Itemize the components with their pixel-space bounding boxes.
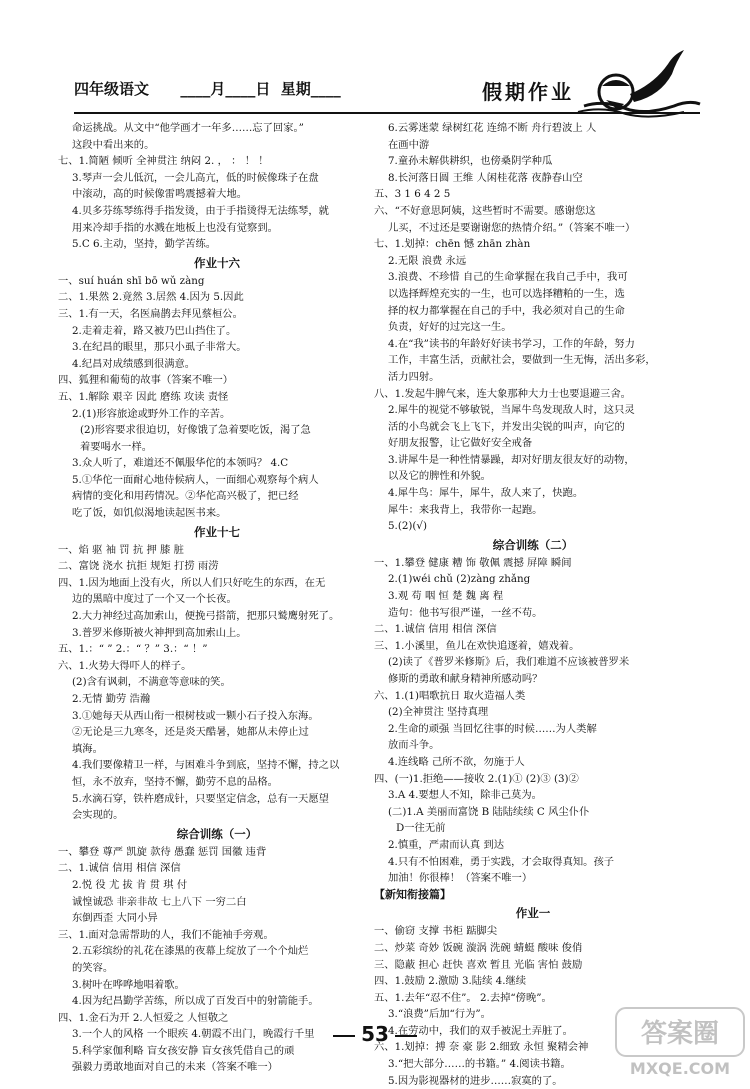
answer-line: 一、偷窃 支撑 书柜 踮脚尖: [374, 925, 498, 938]
answer-line: 8.长河落日圆 王维 人闲桂花落 夜静春山空: [388, 171, 583, 184]
answer-line: 3.浪费、不珍惜 自己的生命掌握在我自己手中，我可: [388, 271, 628, 284]
answer-line: 4.在“我”读书的年龄好好读书学习，工作的年龄，努力: [388, 337, 635, 350]
answer-line: 3.①她每天从西山衔一根树枝或一颗小石子投入东海。: [72, 709, 319, 722]
answer-line: 2.(1)形容旅途或野外工作的辛苦。: [72, 407, 231, 420]
answer-line: 一、suí huán shī bō wǔ zàng: [58, 274, 205, 287]
answer-line: 犀牛：来我背上，我带你一起跑。: [388, 503, 543, 516]
watermark-title: 答案圈: [640, 1019, 720, 1049]
answer-line: 3.在纪昌的眼里，那只小虱子非常大。: [72, 341, 247, 354]
answer-line: 3.普罗米修斯被火神押到高加索山上。: [72, 626, 247, 639]
section-heading: 作业十六: [194, 255, 240, 270]
answer-line: ②无论是三九寒冬，还是炎天酷暑，她都从未停止过: [72, 726, 309, 739]
answer-line: 4.贝多芬练琴练得手指发烫，由于手指烫得无法练琴，就: [72, 204, 329, 217]
page-number: 53: [361, 1022, 389, 1046]
watermark-url: MXQE.COM: [629, 1059, 731, 1078]
answer-line: 五、1.解除 艰辛 因此 磨练 攻读 责怪: [58, 390, 229, 403]
answer-line: 3.A 4.要想人不知，除非己莫为。: [388, 789, 542, 802]
answer-line: 5.①华佗一面耐心地侍候病人，一面细心观察每个病人: [72, 473, 319, 486]
answer-line: 3.“浪费”后加“行为”。: [388, 1008, 491, 1021]
site-watermark: [614, 1006, 746, 1080]
answer-line: 六、1.(1)唱歌抗日 取火造福人类: [374, 689, 526, 702]
answer-line: 6.云雾迷蒙 绿树红花 连绵不断 舟行碧波上 人: [388, 122, 597, 134]
answer-line: 边的黑暗中度过了一个又一个长夜。: [72, 593, 237, 606]
answer-line: 会实现的。: [72, 809, 124, 822]
answer-line: 诚惶诚恐 非亲非故 七上八下 一穷二白: [72, 895, 247, 908]
answer-line: (2)含有讽刺，不满意等意味的笑。: [72, 676, 231, 689]
section-tag: 【新知衔接篇】: [374, 887, 451, 901]
answer-line: 七、1.划掉：chēn 憾 zhān zhàn: [374, 238, 531, 251]
answer-line: (2)形容要求很迫切，好像饿了急着要吃饭，渴了急: [80, 424, 311, 437]
answer-line: 中滚动，高的时候像雷鸣震撼着大地。: [72, 188, 248, 201]
header-rule: [74, 112, 700, 114]
answer-line: 5.(2)(√): [388, 520, 428, 533]
answer-line: 活的小鸟就会飞上飞下，并发出尖锐的叫声，向它的: [388, 420, 625, 433]
answer-line: 5.科学家伽利略 盲女孩安静 盲女孩凭借自己的顽: [72, 1044, 295, 1057]
answer-line: 四、1.鼓励 2.激励 3.陆续 4.继续: [374, 975, 527, 988]
answer-line: 4.我们要像精卫一样，与困难斗争到底，坚持不懈，持之以: [72, 759, 340, 772]
answer-line: 放而斗争。: [388, 739, 440, 752]
answer-line: 4.犀牛鸟：犀牛，犀牛，敌人来了，快跑。: [388, 487, 584, 500]
answer-line: 4.连线略 己所不欲，勿施于人: [388, 755, 525, 768]
answer-line: 一、1.攀登 健康 糟 饰 敬佩 震撼 屏障 瞬间: [374, 556, 572, 569]
answer-line: 3.众人听了，难道还不佩服华佗的本领吗？ 4.C: [72, 457, 289, 470]
answer-line: 病情的变化和用药情况。②华佗高兴极了，把已经: [72, 490, 299, 503]
answer-line: 活力四射。: [388, 370, 440, 383]
answer-line: 2.五彩缤纷的礼花在漆黑的夜幕上绽放了一个个灿烂: [72, 945, 309, 958]
answer-line: 3.观 苟 咽 恒 楚 魏 离 程: [388, 590, 504, 603]
answer-line: 五、1.去年“忍不住”。 2.去掉“傍晚”。: [374, 991, 552, 1004]
answer-line: 三、1.有一天，名医扁鹊去拜见蔡桓公。: [58, 307, 243, 320]
answer-line: 五、1.：“ ” 2.：“ ？” 3.：“ ！”: [58, 643, 208, 656]
answer-line: 吃了饭，如饥似渴地读起医书来。: [72, 507, 227, 520]
answer-line: 儿买，不过还是要谢谢您的热情介绍。”（答案不唯一）: [388, 221, 636, 234]
answer-line: 2.走着走着，路又被乃巴山挡住了。: [72, 324, 237, 337]
answer-line: 的笑容。: [72, 961, 114, 974]
answer-line: 7.童孙未解供耕织，也傍桑阴学种瓜: [388, 155, 553, 168]
answer-line: 四、狐狸和葡萄的故事（答案不唯一）: [58, 374, 234, 387]
answer-line: 五、3 1 6 4 2 5: [374, 188, 451, 201]
answer-line: 强毅力勇敢地面对自己的未来（答案不唯一）: [72, 1061, 278, 1074]
header-brand-title: 假期作业: [482, 80, 574, 104]
answer-line: 二、富饶 浇水 抗拒 规矩 打捞 雨涝: [58, 560, 219, 573]
answer-line: 2.犀牛的视觉不够敏锐，当犀牛鸟发现敌人时，这只灵: [388, 404, 635, 417]
answer-line: 3.“把大部分……的书籍。” 4.阅读书籍。: [388, 1058, 571, 1071]
section-heading: 作业十七: [194, 524, 240, 539]
answer-line: 5.因为影视器材的进步……寂寞的了。: [388, 1074, 563, 1087]
left-answer-column: [58, 120, 376, 1076]
section-heading: 综合训练（一）: [176, 826, 258, 841]
answer-line: 以及它的脾性和外貌。: [388, 470, 491, 483]
answer-line: 用来冷却手指的水溅在地板上也没有觉察到。: [72, 221, 278, 234]
answer-line: 三、隐蔽 担心 赶快 喜欢 暂且 光临 害怕 鼓励: [374, 958, 583, 971]
answer-line: 4.因为纪昌勤学苦练，所以成了百发百中的射箭能手。: [72, 995, 319, 1008]
answer-line: 恒，永不放弃，坚持不懈，勤劳不息的品格。: [72, 775, 278, 788]
answer-line: 3.树叶在哗哗地唱着歌。: [72, 978, 185, 991]
answer-line: 4.纪昌对成绩感到很满意。: [72, 357, 196, 370]
answer-line: 4.只有不怕困难，勇于实践，才会取得真知。孩子: [388, 855, 615, 868]
answer-line: 造句：他书写很严谨，一丝不苟。: [388, 606, 543, 619]
answer-line: 在画中游: [388, 138, 430, 151]
answer-line: 2.大力神经过高加索山，便挽弓搭箭，把那只鹫鹰射死了。: [72, 610, 340, 623]
answer-line: 四、(一)1.拒绝——接收 2.(1)① (2)③ (3)②: [374, 772, 579, 785]
swimmer-logo-icon: [544, 40, 704, 120]
page-header: [74, 68, 694, 118]
answer-line: 工作，丰富生活，贡献社会，要做到一生无悔，活出多彩，: [388, 354, 656, 367]
answer-line: 以选择辉煌充实的一生，也可以选择糟粕的一生，选: [388, 287, 625, 300]
header-subject-date: 四年级语文 ____月____日 星期____: [74, 80, 341, 98]
answer-line: 5.C 6.主动，坚持，勤学苦练。: [72, 238, 217, 251]
answer-line: 择的权力都掌握在自己的手中，我必须对自己的生命: [388, 304, 625, 317]
right-answer-column: [374, 120, 692, 1089]
answer-line: 四、1.金石为开 2.人恒爱之 人恒敬之: [58, 1011, 229, 1024]
answer-line: (2)全神贯注 坚持真理: [388, 706, 489, 719]
answer-line: 2.悦 役 尤 拔 肯 贯 琪 付: [72, 878, 188, 891]
answer-line: 三、1.面对急需帮助的人，我们不能袖手旁观。: [58, 928, 274, 941]
answer-line: 3.讲犀牛是一种性情暴躁，却对好朋友很友好的动物，: [388, 453, 635, 466]
answer-line: 填海。: [72, 742, 103, 755]
answer-line: 二、1.果然 2.竟然 3.居然 4.因为 5.因此: [58, 291, 244, 304]
answer-line: 加油！你很棒！（答案不唯一）: [388, 872, 533, 885]
answer-line: 二、1.诚信 信用 相信 深信: [374, 623, 497, 636]
page-number-dash: [395, 1035, 417, 1037]
answer-line: 东倒西歪 大同小异: [72, 912, 158, 925]
answer-line: (二)1.A 美丽而富饶 B 陆陆续续 C 风尘仆仆: [388, 805, 590, 818]
answer-line: 2.慎重，严肃而认真 到达: [388, 838, 505, 851]
answer-line: 六、1.火势大得吓人的样子。: [58, 659, 192, 672]
answer-line: 2.无情 勤劳 浩瀚: [72, 693, 151, 705]
answer-line: 四、1.因为地面上没有火，所以人们只好吃生的东西，在无: [58, 576, 326, 589]
answer-line: 二、1.诚信 信用 相信 深信: [58, 862, 181, 875]
section-heading: 综合训练（二）: [492, 537, 574, 552]
answer-line: 4.在劳动中，我们的双手被泥土弄脏了。: [388, 1024, 573, 1037]
answer-line: D一往无前: [396, 822, 446, 835]
answer-line: 七、1.简陋 倾听 全神贯注 纳闷 2. ， ： ！ ！: [58, 155, 269, 168]
answer-line: 修斯的勇敢和献身精神所感动吗？: [388, 673, 543, 685]
answer-line: 5.水滴石穿，铁杵磨成针，只要坚定信念，总有一天愿望: [72, 792, 329, 805]
answer-line: 三、1.小溪里，鱼儿在欢快追逐着，嬉戏着。: [374, 639, 580, 652]
answer-line: 这段中看出来的。: [72, 138, 155, 151]
answer-line: 2.(1)wéi chǔ (2)zàng zhǎng: [388, 573, 531, 586]
answer-line: 命运挑战。从文中“他学画才一年多……忘了回家。”: [72, 122, 304, 134]
answer-line: 六、1.划掉：搏 奈 豪 影 2.细致 永恒 聚精会神: [374, 1041, 589, 1054]
answer-line: 好朋友报警，让它做好安全戒备: [388, 437, 533, 450]
answer-line: 3.一个人的风格 一个眼疾 4.朝霞不出门，晚霞行千里: [72, 1028, 315, 1041]
answer-line: 2.生命的顽强 当回忆往事的时候……为人类解: [388, 722, 597, 735]
page-number-dash: [333, 1035, 355, 1037]
answer-line: 负责，好好的过完这一生。: [388, 321, 512, 334]
section-heading: 作业一: [515, 906, 551, 921]
answer-line: 2.无限 浪费 永远: [388, 254, 467, 267]
answer-line: 3.琴声一会儿低沉，一会儿高亢，低的时候像珠子在盘: [72, 171, 319, 184]
answer-line: 一、焰 驱 袖 罚 抗 押 膝 脏: [58, 543, 184, 556]
answer-line: 八、1.发起牛脾气来，连大象那种大力士也要退避三舍。: [374, 387, 631, 400]
answer-line: 二、炒菜 奇妙 饭碗 漩涡 洗碗 蜻蜓 酸味 俊俏: [374, 941, 583, 954]
answer-line: 六、“不好意思阿姨，这些暂时不需要。感谢您这: [374, 204, 596, 217]
answer-line: 一、攀登 尊严 凯旋 款待 愚蠢 惩罚 国徽 违背: [58, 845, 267, 858]
answer-line: (2)读了《普罗米修斯》后，我们难道不应该被普罗米: [388, 656, 630, 669]
answer-line: 着要喝水一样。: [80, 440, 153, 453]
